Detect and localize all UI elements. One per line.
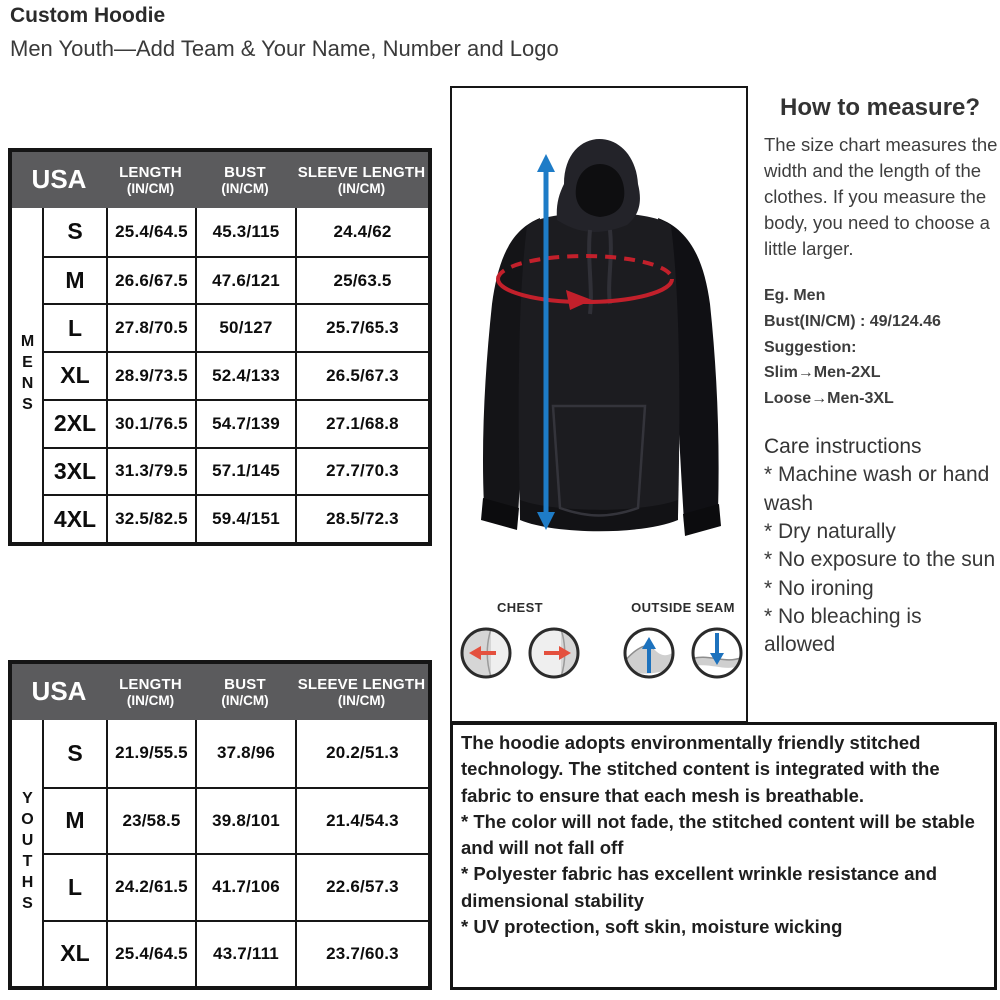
size-suggestion-block bbox=[764, 283, 998, 411]
table-cell: 50/127 bbox=[195, 303, 295, 351]
mens-table-body bbox=[12, 208, 428, 542]
seam-measure-up-icon bbox=[623, 627, 675, 679]
table-cell: 27.7/70.3 bbox=[295, 447, 428, 495]
page-subtitle: Men Youth—Add Team & Your Name, Number and Logo bbox=[10, 36, 559, 61]
care-item: * No bleaching is allowed bbox=[764, 605, 922, 657]
care-item: * No exposure to the sun bbox=[764, 548, 996, 572]
youths-size-table bbox=[8, 660, 432, 990]
mens-table-header bbox=[12, 152, 428, 208]
outside-seam-measure-group bbox=[624, 600, 742, 679]
youths-table-header bbox=[12, 664, 428, 720]
table-cell: 52.4/133 bbox=[195, 351, 295, 399]
table-cell: 21.9/55.5 bbox=[106, 720, 195, 787]
table-cell: 22.6/57.3 bbox=[295, 853, 428, 920]
table-cell: 45.3/115 bbox=[195, 208, 295, 256]
care-item: * Machine wash or hand wash bbox=[764, 463, 990, 515]
hoodie-measure-panel bbox=[450, 86, 748, 723]
table-cell: 23/58.5 bbox=[106, 787, 195, 854]
care-item: * No ironing bbox=[764, 576, 874, 600]
example-line: Slim→Men-2XL bbox=[764, 364, 881, 382]
table-cell: 59.4/151 bbox=[195, 494, 295, 542]
header-sleeve: SLEEVE LENGTH (IN/CM) bbox=[297, 163, 426, 196]
how-to-measure-body: The size chart measures the width and the length of the clothes. If you measure the body, you need to choose a little larger. bbox=[764, 134, 998, 259]
description-line: * UV protection, soft skin, moisture wicking bbox=[461, 915, 843, 937]
table-cell: S bbox=[42, 208, 106, 256]
header-sleeve: SLEEVE LENGTH (IN/CM) bbox=[297, 675, 426, 708]
youths-table-body bbox=[12, 720, 428, 986]
table-cell: 25.7/65.3 bbox=[295, 303, 428, 351]
table-cell: 39.8/101 bbox=[195, 787, 295, 854]
chest-measure-left-icon bbox=[460, 627, 512, 679]
table-cell: 54.7/139 bbox=[195, 399, 295, 447]
how-to-measure-heading: How to measure? bbox=[780, 94, 981, 121]
table-cell: 27.8/70.5 bbox=[106, 303, 195, 351]
table-cell: L bbox=[42, 853, 106, 920]
table-cell: 26.5/67.3 bbox=[295, 351, 428, 399]
header-bust: BUST (IN/CM) bbox=[221, 163, 269, 196]
description-line: * The color will not fade, the stitched content will be stable and will not fall off bbox=[461, 810, 975, 859]
page-title: Custom Hoodie bbox=[10, 4, 166, 27]
description-line: * Polyester fabric has excellent wrinkle resistance and dimensional stability bbox=[461, 863, 938, 911]
table-cell: 28.5/72.3 bbox=[295, 494, 428, 542]
care-instructions-list bbox=[764, 461, 998, 659]
table-cell: 37.8/96 bbox=[195, 720, 295, 787]
table-cell: 26.6/67.5 bbox=[106, 256, 195, 304]
example-line: Eg. Men bbox=[764, 287, 826, 305]
table-cell: 21.4/54.3 bbox=[295, 787, 428, 854]
table-cell: 2XL bbox=[42, 399, 106, 447]
chest-label: CHEST bbox=[496, 600, 544, 615]
example-line: Suggestion: bbox=[764, 338, 857, 356]
table-cell: XL bbox=[42, 920, 106, 987]
mens-group-label: MENS bbox=[12, 208, 42, 542]
product-description-box bbox=[450, 722, 997, 990]
description-line: The hoodie adopts environmentally friendly stitched technology. The stitched content is integrated with the fabric to ensure that each mesh is breathable. bbox=[461, 732, 940, 806]
table-cell: 23.7/60.3 bbox=[295, 920, 428, 987]
table-cell: 24.4/62 bbox=[295, 208, 428, 256]
table-cell: 57.1/145 bbox=[195, 447, 295, 495]
how-to-measure-panel bbox=[764, 94, 998, 660]
table-cell: M bbox=[42, 256, 106, 304]
seam-measure-down-icon bbox=[691, 627, 743, 679]
table-cell: 31.3/79.5 bbox=[106, 447, 195, 495]
table-cell: 28.9/73.5 bbox=[106, 351, 195, 399]
table-cell: S bbox=[42, 720, 106, 787]
mens-size-table bbox=[8, 148, 432, 546]
care-item: * Dry naturally bbox=[764, 520, 896, 544]
hoodie-product-image bbox=[452, 88, 746, 588]
table-cell: 25.4/64.5 bbox=[106, 208, 195, 256]
table-cell: 20.2/51.3 bbox=[295, 720, 428, 787]
outside-seam-label: OUTSIDE SEAM bbox=[631, 600, 735, 615]
header-length: LENGTH (IN/CM) bbox=[119, 163, 182, 196]
table-cell: M bbox=[42, 787, 106, 854]
table-cell: 32.5/82.5 bbox=[106, 494, 195, 542]
header-length: LENGTH (IN/CM) bbox=[119, 675, 182, 708]
care-instructions-heading: Care instructions bbox=[764, 435, 922, 459]
table-cell: L bbox=[42, 303, 106, 351]
youths-group-label: YOUTHS bbox=[12, 720, 42, 986]
table-cell: XL bbox=[42, 351, 106, 399]
example-line: Loose→Men-3XL bbox=[764, 389, 894, 407]
header-bust: BUST (IN/CM) bbox=[221, 675, 269, 708]
table-cell: 25.4/64.5 bbox=[106, 920, 195, 987]
chest-measure-right-icon bbox=[528, 627, 580, 679]
example-line: Bust(IN/CM) : 49/124.46 bbox=[764, 313, 941, 331]
table-cell: 3XL bbox=[42, 447, 106, 495]
table-cell: 24.2/61.5 bbox=[106, 853, 195, 920]
table-cell: 25/63.5 bbox=[295, 256, 428, 304]
table-cell: 27.1/68.8 bbox=[295, 399, 428, 447]
table-cell: 41.7/106 bbox=[195, 853, 295, 920]
table-cell: 30.1/76.5 bbox=[106, 399, 195, 447]
header-usa: USA bbox=[31, 164, 87, 195]
table-cell: 4XL bbox=[42, 494, 106, 542]
header-usa: USA bbox=[31, 676, 87, 707]
table-cell: 47.6/121 bbox=[195, 256, 295, 304]
chest-measure-group bbox=[458, 600, 582, 679]
table-cell: 43.7/111 bbox=[195, 920, 295, 987]
